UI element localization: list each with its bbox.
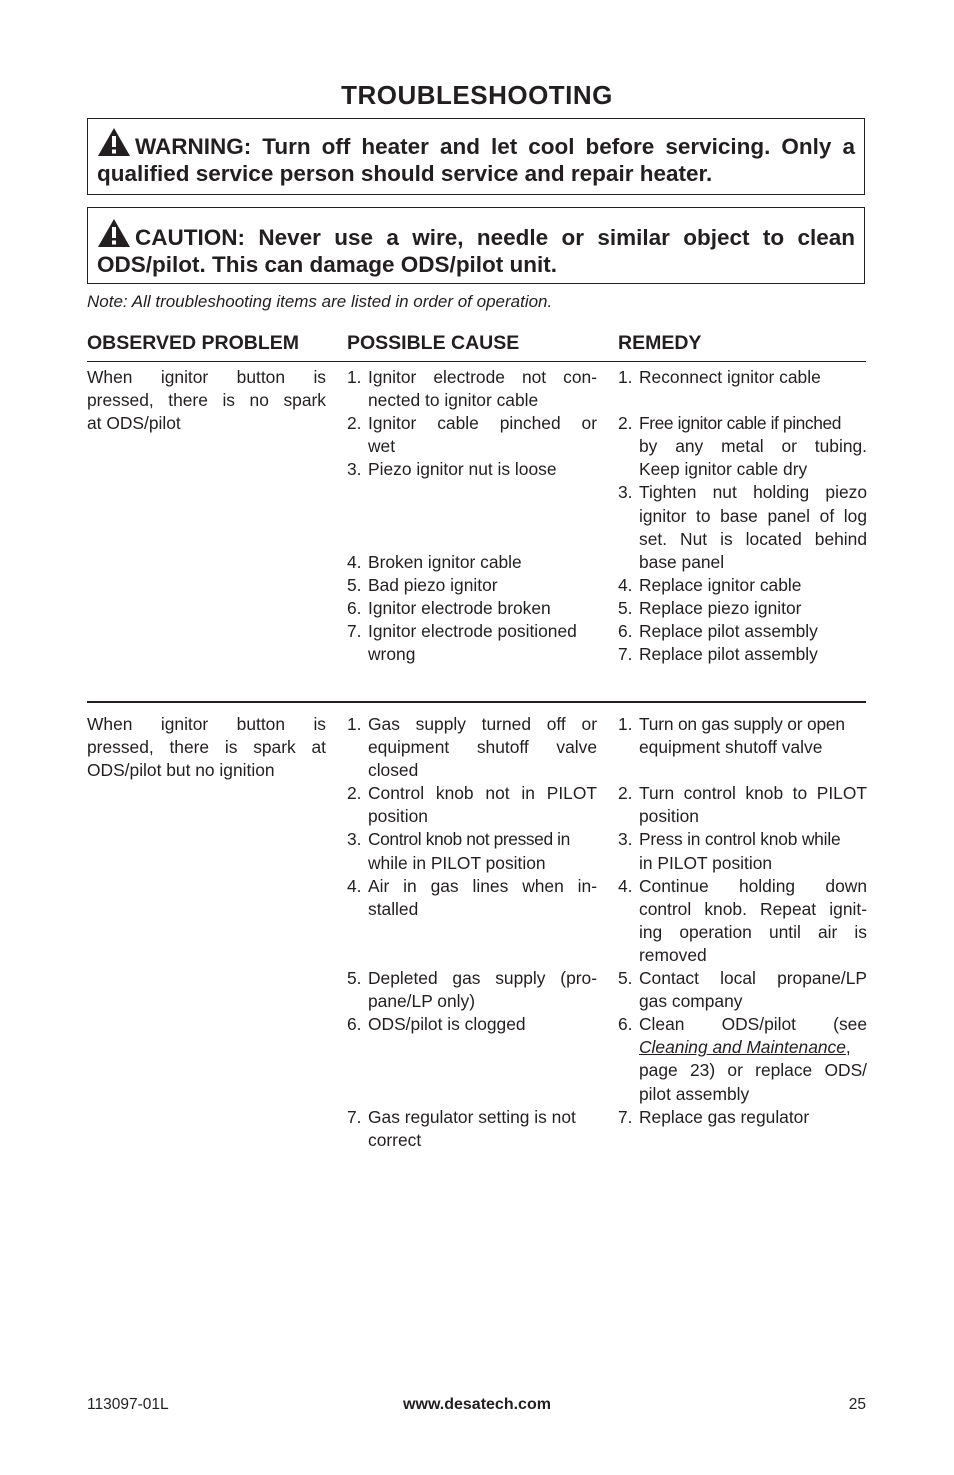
cause-item: 6. Ignitor electrode broken (347, 597, 551, 618)
cause-item: 3. Piezo ignitor nut is loose (347, 459, 557, 480)
cause-item: 7. Gas regulator setting is not correct (347, 1106, 576, 1150)
warning-text-line2: qualified service person should service and repair heater. (97, 161, 713, 186)
cause-item: 2. Control knob not in PILOT position (347, 783, 597, 827)
section1-causes (347, 366, 597, 666)
problem-line: When ignitor button is (87, 714, 326, 734)
remedy-item: 6. Clean ODS/pilot (see Cleaning and Maintenance, page 23) or replace ODS/ pilot assembly (618, 1014, 867, 1104)
header-possible-cause: POSSIBLE CAUSE (347, 332, 520, 354)
problem-line: When ignitor button is (87, 367, 326, 387)
remedy-item: 1. Reconnect ignitor cable (618, 367, 821, 387)
remedy-item: 5. Contact local propane/LP gas company (618, 968, 867, 1012)
cleaning-maintenance-link[interactable]: Cleaning and Maintenance (639, 1037, 846, 1058)
remedy-item: 1. Turn on gas supply or open equipment shutoff valve (618, 714, 845, 758)
caution-text-line1: CAUTION: Never use a wire, needle or similar object to clean (135, 225, 855, 250)
cause-item: 1. Gas supply turned off or equipment shutoff valve closed (347, 714, 597, 781)
problem-line: at ODS/pilot (87, 413, 181, 434)
remedy-item: 7. Replace pilot assembly (618, 644, 818, 665)
footer-website[interactable]: www.desatech.com (403, 1396, 551, 1413)
cause-item: 2. Ignitor cable pinched or wet (347, 413, 597, 457)
section2-causes (347, 713, 597, 1152)
problem-line: pressed, there is no spark (87, 390, 326, 411)
remedy-item: 3. Tighten nut holding piezo ignitor to base panel of log set. Nut is located behind base panel (618, 482, 867, 572)
warning-box (87, 118, 865, 195)
remedy-item: 7. Replace gas regulator (618, 1106, 810, 1127)
cause-item: 6. ODS/pilot is clogged (347, 1014, 526, 1035)
section1-problem (87, 366, 326, 435)
problem-line: ODS/pilot but no ignition (87, 760, 275, 781)
remedy-item: 2. Turn control knob to PILOT position (618, 783, 867, 827)
note-text: Note: All troubleshooting items are listed in order of operation. (87, 292, 553, 311)
section2-problem (87, 713, 326, 782)
remedy-item: 6. Replace pilot assembly (618, 621, 818, 642)
cause-item: 5. Depleted gas supply (pro- pane/LP only) (347, 968, 597, 1012)
remedy-item: 5. Replace piezo ignitor (618, 597, 802, 618)
section-divider (87, 701, 866, 703)
footer-page-number: 25 (848, 1396, 866, 1413)
problem-line: pressed, there is spark at (87, 737, 326, 758)
remedy-item: 2. Free ignitor cable if pinched by any metal or tubing. Keep ignitor cable dry (618, 413, 867, 480)
warning-text-line1: WARNING: Turn off heater and let cool before servicing. Only a (135, 134, 855, 159)
cause-item: 4. Broken ignitor cable (347, 551, 522, 572)
cause-item: 4. Air in gas lines when in- stalled (347, 875, 597, 919)
cause-item: 1. Ignitor electrode not con- nected to ignitor cable (347, 367, 597, 411)
caution-text-line2: ODS/pilot. This can damage ODS/pilot unit. (97, 252, 558, 277)
remedy-item: 4. Continue holding down control knob. Repeat ignit- ing operation until air is removed (618, 875, 867, 965)
warning-icon (97, 218, 131, 248)
section1-remedies (618, 366, 867, 666)
cause-item: 5. Bad piezo ignitor (347, 574, 498, 595)
warning-icon (97, 127, 131, 157)
cause-item: 3. Control knob not pressed in while in PILOT position (347, 829, 570, 873)
section2-remedies (618, 713, 867, 1129)
header-observed-problem: OBSERVED PROBLEM (87, 332, 300, 354)
remedy-item: 3. Press in control knob while in PILOT position (618, 829, 841, 873)
remedy-item: 4. Replace ignitor cable (618, 574, 802, 595)
header-remedy: REMEDY (618, 332, 702, 354)
footer-doc-number: 113097-01L (87, 1396, 169, 1413)
cause-item: 7. Ignitor electrode positioned wrong (347, 621, 577, 665)
page-title: TROUBLESHOOTING (341, 80, 613, 110)
caution-box (87, 207, 865, 284)
header-divider (87, 361, 866, 362)
